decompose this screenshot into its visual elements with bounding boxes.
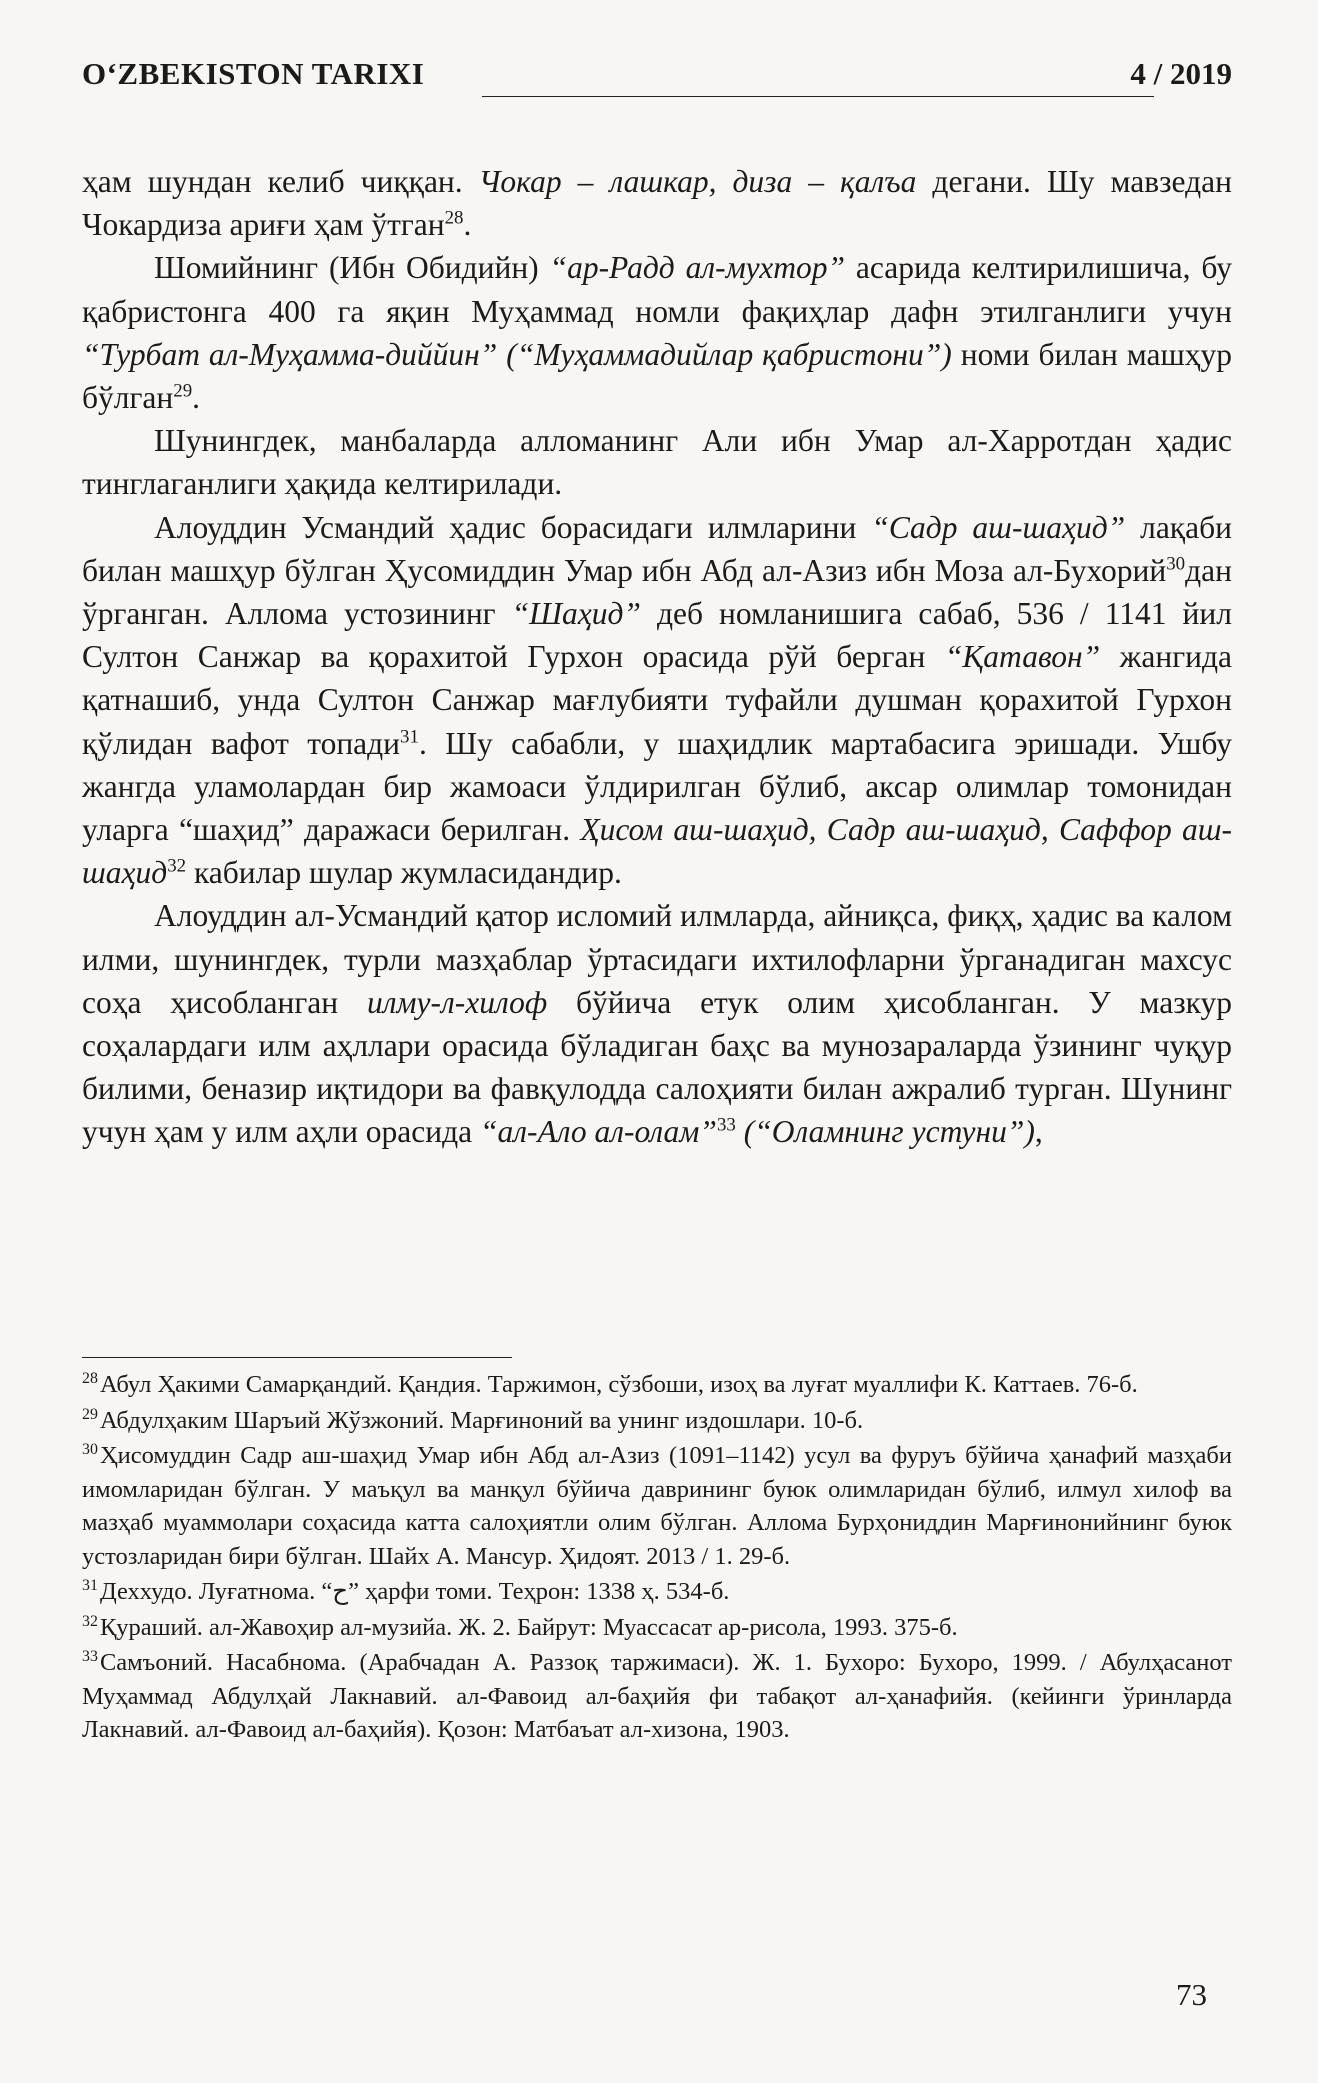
page-number: 73 — [1176, 1977, 1207, 2012]
italic-term: Чокар – лашкар, диза – қалъа — [478, 164, 917, 199]
italic-term: “Садр аш-шаҳид” — [871, 509, 1126, 545]
paragraph-1 — [82, 160, 1232, 246]
footnote-ref[interactable]: 32 — [167, 855, 187, 877]
footnote-33 — [82, 1646, 1232, 1747]
italic-title: “Турбат ал-Муҳамма-диййин” (“Муҳаммадийлар қабристони”) — [82, 336, 952, 372]
footnote-ref[interactable]: 28 — [444, 207, 464, 229]
italic-term: “Шаҳид” — [511, 596, 641, 632]
footnote-28 — [82, 1368, 1232, 1402]
footnote-number: 31 — [82, 1576, 98, 1594]
italic-term: “Қатавон” — [944, 639, 1101, 675]
italic-term: илму-л-хилоф — [366, 984, 548, 1020]
text-run: . Шу сабабли, у шаҳидлик мартабасига эришади. Ушбу жангда уламолардан бир жамоаси ўлдирилган бўлиб, аксар олимлар томонидан уларга “шаҳид” даражаси берилган. — [82, 725, 1232, 848]
text-run: Алоуддин Усмандий ҳадис борасидаги илмларини — [154, 509, 872, 545]
paragraph-4 — [82, 506, 1232, 895]
text-run — [736, 1114, 744, 1149]
paragraph-2 — [82, 246, 1232, 419]
footnote-text: Абдулҳаким Шаръий Жўзжоний. Марғиноний ва унинг издошлари. 10-б. — [99, 1406, 864, 1434]
footnote-number: 28 — [82, 1369, 98, 1387]
running-header — [82, 52, 1232, 102]
footnote-separator — [82, 1357, 512, 1358]
text-run: Алоуддин ал-Усмандий қатор исломий илмларда, айниқса, фиқҳ, ҳадис ва калом илми, шунингдек, турли мазҳаблар ўртасидаги ихтилофларни ўрганадиган махсус соҳа ҳисобланган — [82, 898, 1232, 1020]
text-run: жангида қатнашиб, унда Султон Санжар мағлубияти туфайли душман қорахитой Гурхон қўлидан вафот топади — [82, 639, 1232, 761]
text-run: , — [1034, 1114, 1043, 1150]
text-run: асарида келтирилишича, бу қабристонга 400 га яқин Муҳаммад номли фақиҳлар дафн этилганлиги учун — [82, 250, 1232, 329]
italic-term: (“Оламнинг устуни”) — [743, 1114, 1035, 1150]
text-run: . — [463, 207, 472, 243]
footnote-text: Қураший. ал-Жавоҳир ал-музийа. Ж. 2. Байрут: Муассасат ар-рисола, 1993. 375-б. — [99, 1613, 958, 1641]
footnotes — [82, 1368, 1232, 1749]
text-run: ҳам шундан келиб чиққан. — [82, 164, 479, 199]
footnote-number: 32 — [82, 1612, 98, 1630]
italic-term: “ал-Ало ал-олам” — [480, 1114, 717, 1150]
italic-title: “ар-Радд ал-мухтор” — [549, 250, 845, 286]
footnote-number: 33 — [82, 1647, 98, 1665]
issue-number: 4 / 2019 — [1130, 56, 1232, 91]
italic-term: Ҳисом аш-шаҳид, Садр аш-шаҳид, Саффор аш-шаҳид — [82, 812, 1232, 891]
text-run: кабилар шулар жумласидандир. — [186, 855, 622, 891]
paragraph-5 — [82, 894, 1232, 1153]
footnote-number: 30 — [82, 1440, 98, 1458]
text-run: бўйича етук олим ҳисобланган. У мазкур соҳалардаги илм аҳллари орасида бўладиган баҳс ва мунозараларда ўзининг чуқур билими, беназир иқтидори ва фавқулодда салоҳияти билан ажралиб турган. Шунинг учун ҳам у илм аҳли орасида — [82, 984, 1232, 1150]
text-run: деб номланишига сабаб, 536 / 1141 йил Султон Санжар ва қорахитой Гурхон орасида рўй берган — [82, 596, 1232, 675]
main-text — [82, 160, 1232, 1154]
text-run: . — [192, 380, 201, 416]
footnote-29 — [82, 1404, 1232, 1438]
footnote-text: Деххудо. Луғатнома. “ح” ҳарфи томи. Теҳрон: 1338 ҳ. 534-б. — [99, 1578, 730, 1605]
footnote-ref[interactable]: 33 — [716, 1114, 736, 1136]
footnote-ref[interactable]: 31 — [400, 726, 419, 748]
footnote-30 — [82, 1439, 1232, 1573]
text-run: номи билан машҳур бўлган — [82, 336, 1233, 416]
footnote-text: Абул Ҳакими Самарқандий. Қандия. Таржимон, сўзбоши, изоҳ ва луғат муаллифи К. Каттаев. 76-б. — [99, 1371, 1138, 1398]
text-run: Шунингдек, манбаларда алломанинг Али ибн Умар ал-Харротдан ҳадис тинглаганлиги ҳақида келтирилади. — [82, 423, 1232, 502]
footnote-ref[interactable]: 29 — [173, 380, 193, 402]
text-run: дегани. Шу мавзедан Чокардиза ариғи ҳам ўтган — [82, 164, 1232, 243]
footnote-text: Ҳисомуддин Садр аш-шаҳид Умар ибн Абд ал-Азиз (1091–1142) усул ва фуруъ бўйича ҳанафий мазҳаби имомларидан бўлган. У маъқул ва манқул бўйича даврининг буюк олимларидан бўлиб, илмул хилоф ва мазҳаб муаммолари соҳасида катта салоҳиятли олим бўлган. Аллома Бурҳониддин Марғинонийнинг буюк устозларидан бири бўлган. Шайх А. Мансур. Ҳидоят. 2013 / 1. 29-б. — [82, 1442, 1232, 1570]
text-run: лақаби билан машҳур бўлган Ҳусомиддин Умар ибн Абд ал-Азиз ибн Моза ал-Бухорий — [82, 509, 1232, 588]
text-run: дан ўрганган. Аллома устозининг — [82, 552, 1232, 632]
footnote-number: 29 — [82, 1405, 98, 1423]
footnote-31 — [82, 1575, 1232, 1609]
journal-title: O‘ZBEKISTON TARIXI — [82, 56, 425, 91]
paragraph-3 — [82, 419, 1232, 505]
header-rule — [482, 96, 1154, 97]
text-run: Шомийнинг (Ибн Обидийн) — [154, 250, 550, 286]
footnote-ref[interactable]: 30 — [1166, 553, 1186, 575]
footnote-32 — [82, 1611, 1232, 1645]
footnote-text: Самъоний. Насабнома. (Арабчадан А. Раззоқ таржимаси). Ж. 1. Бухоро: Бухоро, 1999. / Абулҳасанот Муҳаммад Абдулҳай Лакнавий. ал-Фавоид ал-баҳийя фи табақот ал-ҳанафийя. (кейинги ўринларда Лакнавий. ал-Фавоид ал-баҳийя). Қозон: Матбаъат ал-хизона, 1903. — [82, 1649, 1232, 1743]
